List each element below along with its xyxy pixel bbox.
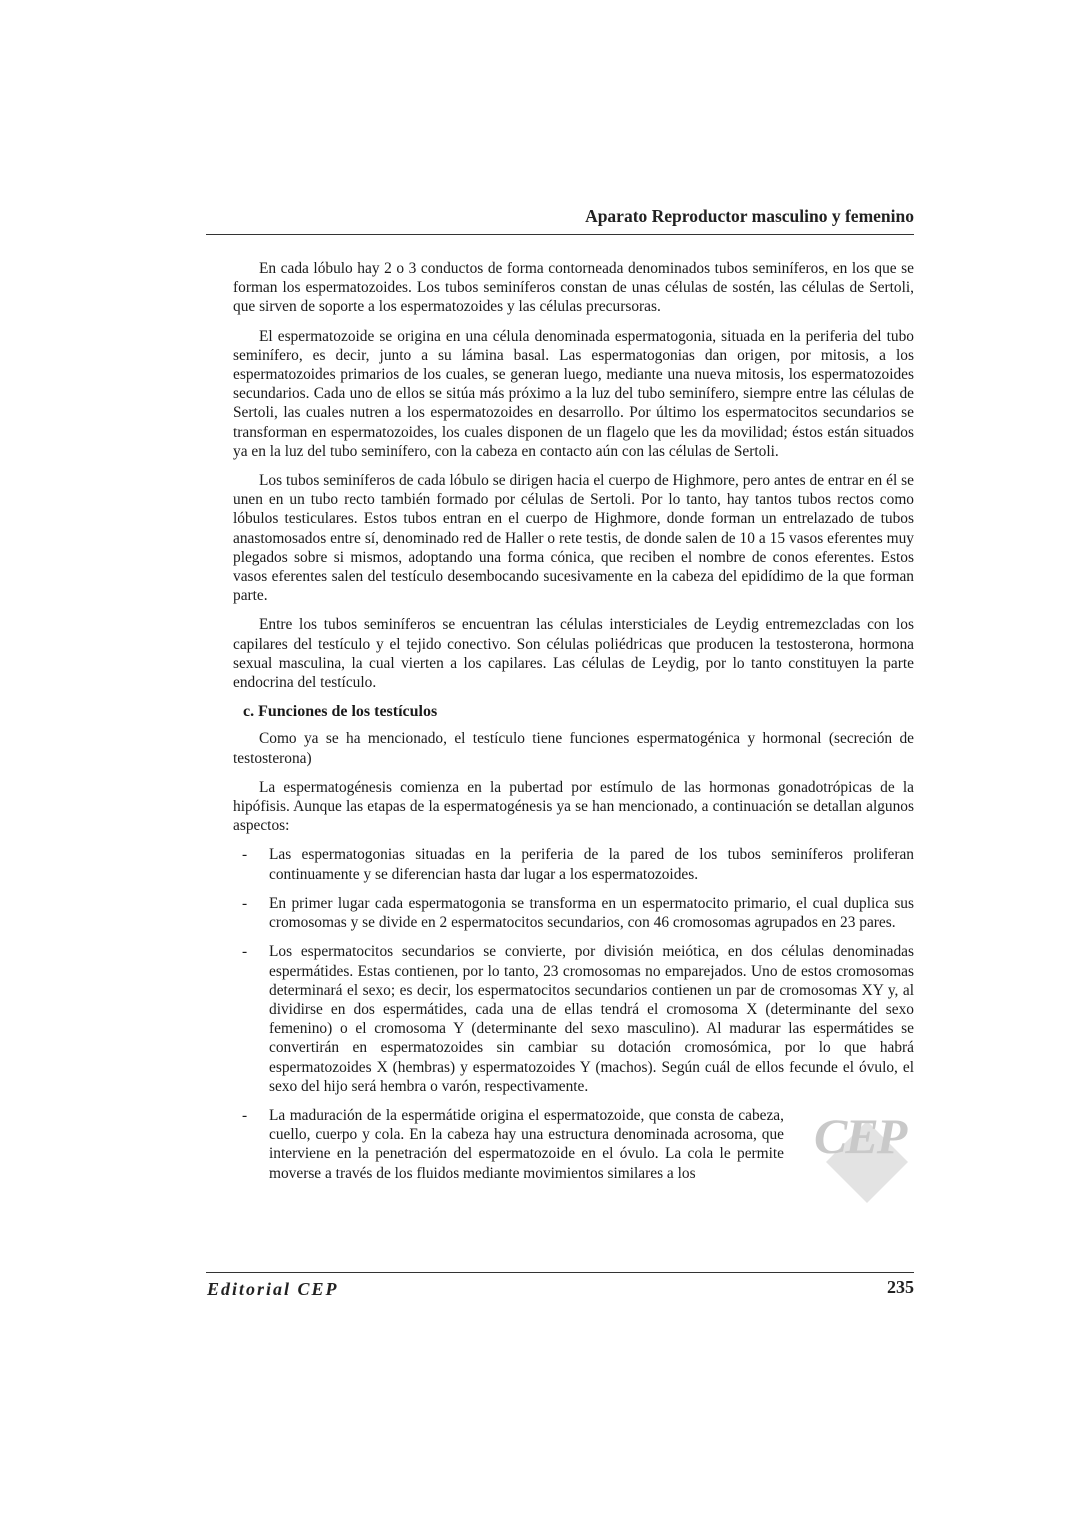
list-item-text: Las espermatogonias situadas en la periferia de la pared de los tubos seminíferos proliferan continuamente y se diferencian hasta dar lugar a los espermatozoides. — [269, 846, 914, 883]
list-item — [233, 845, 914, 883]
logo-letters: CEP — [814, 1107, 906, 1164]
bullet-dash: - — [242, 1106, 248, 1124]
header-rule — [206, 234, 914, 235]
list-item-text: La maduración de la espermátide origina el espermatozoide, que consta de cabeza, cuello, cuerpo y cola. En la cabeza hay una estructura denominada acrosoma, que interviene en la penetración del espermatozoide en el óvulo. La cola le permite moverse a través de los fluidos mediante movimientos similares a los — [269, 1106, 784, 1182]
bullet-list — [233, 845, 914, 1182]
list-item-text: En primer lugar cada espermatogonia se transforma en un espermatocito primario, el cual duplica sus cromosomas y se divide en 2 espermatocitos secundarios, con 46 cromosomas agrupados en 23 pares. — [269, 894, 914, 932]
paragraph: El espermatozoide se origina en una célula denominada espermatogonia, situada en la periferia del tubo seminífero, es decir, junto a su lámina basal. Las espermatogonias dan origen, por mitosis, a los espermatozoides primarios de los cuales, se generan luego, mediante una nueva mitosis, los espermatozoides secundarios. Cada uno de ellos se sitúa más próximo a la luz del tubo seminífero, siempre entre las células de Sertoli, las cuales nutren a los espermatozoides en desarrollo. Por último los espermatocitos secundarios se transforman en espermatozoides, los cuales disponen de un flagelo que les da movilidad; éstos están situados ya en la luz del tubo seminífero, con la cabeza en contacto aún con las células de Sertoli. — [233, 327, 914, 460]
paragraph: Como ya se ha mencionado, el testículo tiene funciones espermatogénica y hormonal (secreción de testosterona) — [233, 730, 914, 767]
list-item — [233, 942, 914, 1096]
bullet-dash: - — [242, 846, 248, 864]
bullet-dash: - — [242, 894, 248, 912]
bullet-dash: - — [242, 943, 248, 961]
paragraph: En cada lóbulo hay 2 o 3 conductos de forma contorneada denominados tubos seminíferos, en los que se forman los espermatozoides. Los tubos seminíferos constan de unas células de sostén, las células de Sertoli, que sirven de soporte a los espermatozoides y las células precursoras. — [233, 260, 914, 316]
list-item-text: Los espermatocitos secundarios se convierte, por división meiótica, en dos células denominadas espermátides. Estas contienen, por lo tanto, 23 cromosomas no emparejados. Uno de estos cromosomas determinará el sexo; es decir, los espermatocitos secundarios contienen un par de cromosomas XY y, al dividirse en dos espermátides, cada una de ellas tendrá el cromosoma X (determinante del sexo femenino) o el cromosoma Y (determinante del sexo masculino). Al madurar las espermátides se convertirán en espermatozoides sin cambiar su dotación cromosómica, por lo que habrá espermatozoides X (hembras) y espermatozoides Y (machos). Según cuál de ellos fecunde el óvulo, el sexo del hijo será hembra o varón, respectivamente. — [269, 943, 914, 1095]
section-heading: c. Funciones de los testículos — [243, 703, 438, 721]
paragraph: La espermatogénesis comienza en la pubertad por estímulo de las hormonas gonadotrópicas de la hipófisis. Aunque las etapas de la espermatogénesis ya se han mencionado, a continuación se detallan algunos aspectos: — [233, 778, 914, 835]
page-number: 235 — [887, 1277, 914, 1297]
paragraph: Entre los tubos seminíferos se encuentran las células intersticiales de Leydig entremezcladas con los capilares del testículo y el tejido conectivo. Son células poliédricas que producen la testosterona, hormona sexual masculina, la cual vierten a los capilares. Las células de Leydig, por lo tanto constituyen la parte endocrina del testículo. — [233, 616, 914, 692]
list-item — [233, 1106, 914, 1183]
footer-publisher: Editorial CEP — [207, 1279, 339, 1299]
cep-logo-watermark — [792, 1107, 922, 1207]
page-body — [233, 259, 914, 1207]
footer-rule — [206, 1272, 914, 1273]
list-item — [233, 894, 914, 932]
running-header: Aparato Reproductor masculino y femenino — [585, 206, 914, 226]
paragraph: Los tubos seminíferos de cada lóbulo se dirigen hacia el cuerpo de Highmore, pero antes de entrar en él se unen en un tubo recto también formado por células de Sertoli. Por lo tanto, hay tantos tubos rectos como lóbulos testiculares. Estos tubos entran en el cuerpo de Highmore, donde forman un entrelazado de tubos anastomosados entre sí, denominado red de Haller o rete testis, de donde salen de 10 a 15 vasos eferentes muy plegados sobre si mismos, adoptando una forma cónica, que reciben el nombre de conos eferentes. Estos vasos eferentes salen del testículo desembocando sucesivamente en la cabeza del epidídimo de la que forman parte. — [233, 472, 914, 605]
